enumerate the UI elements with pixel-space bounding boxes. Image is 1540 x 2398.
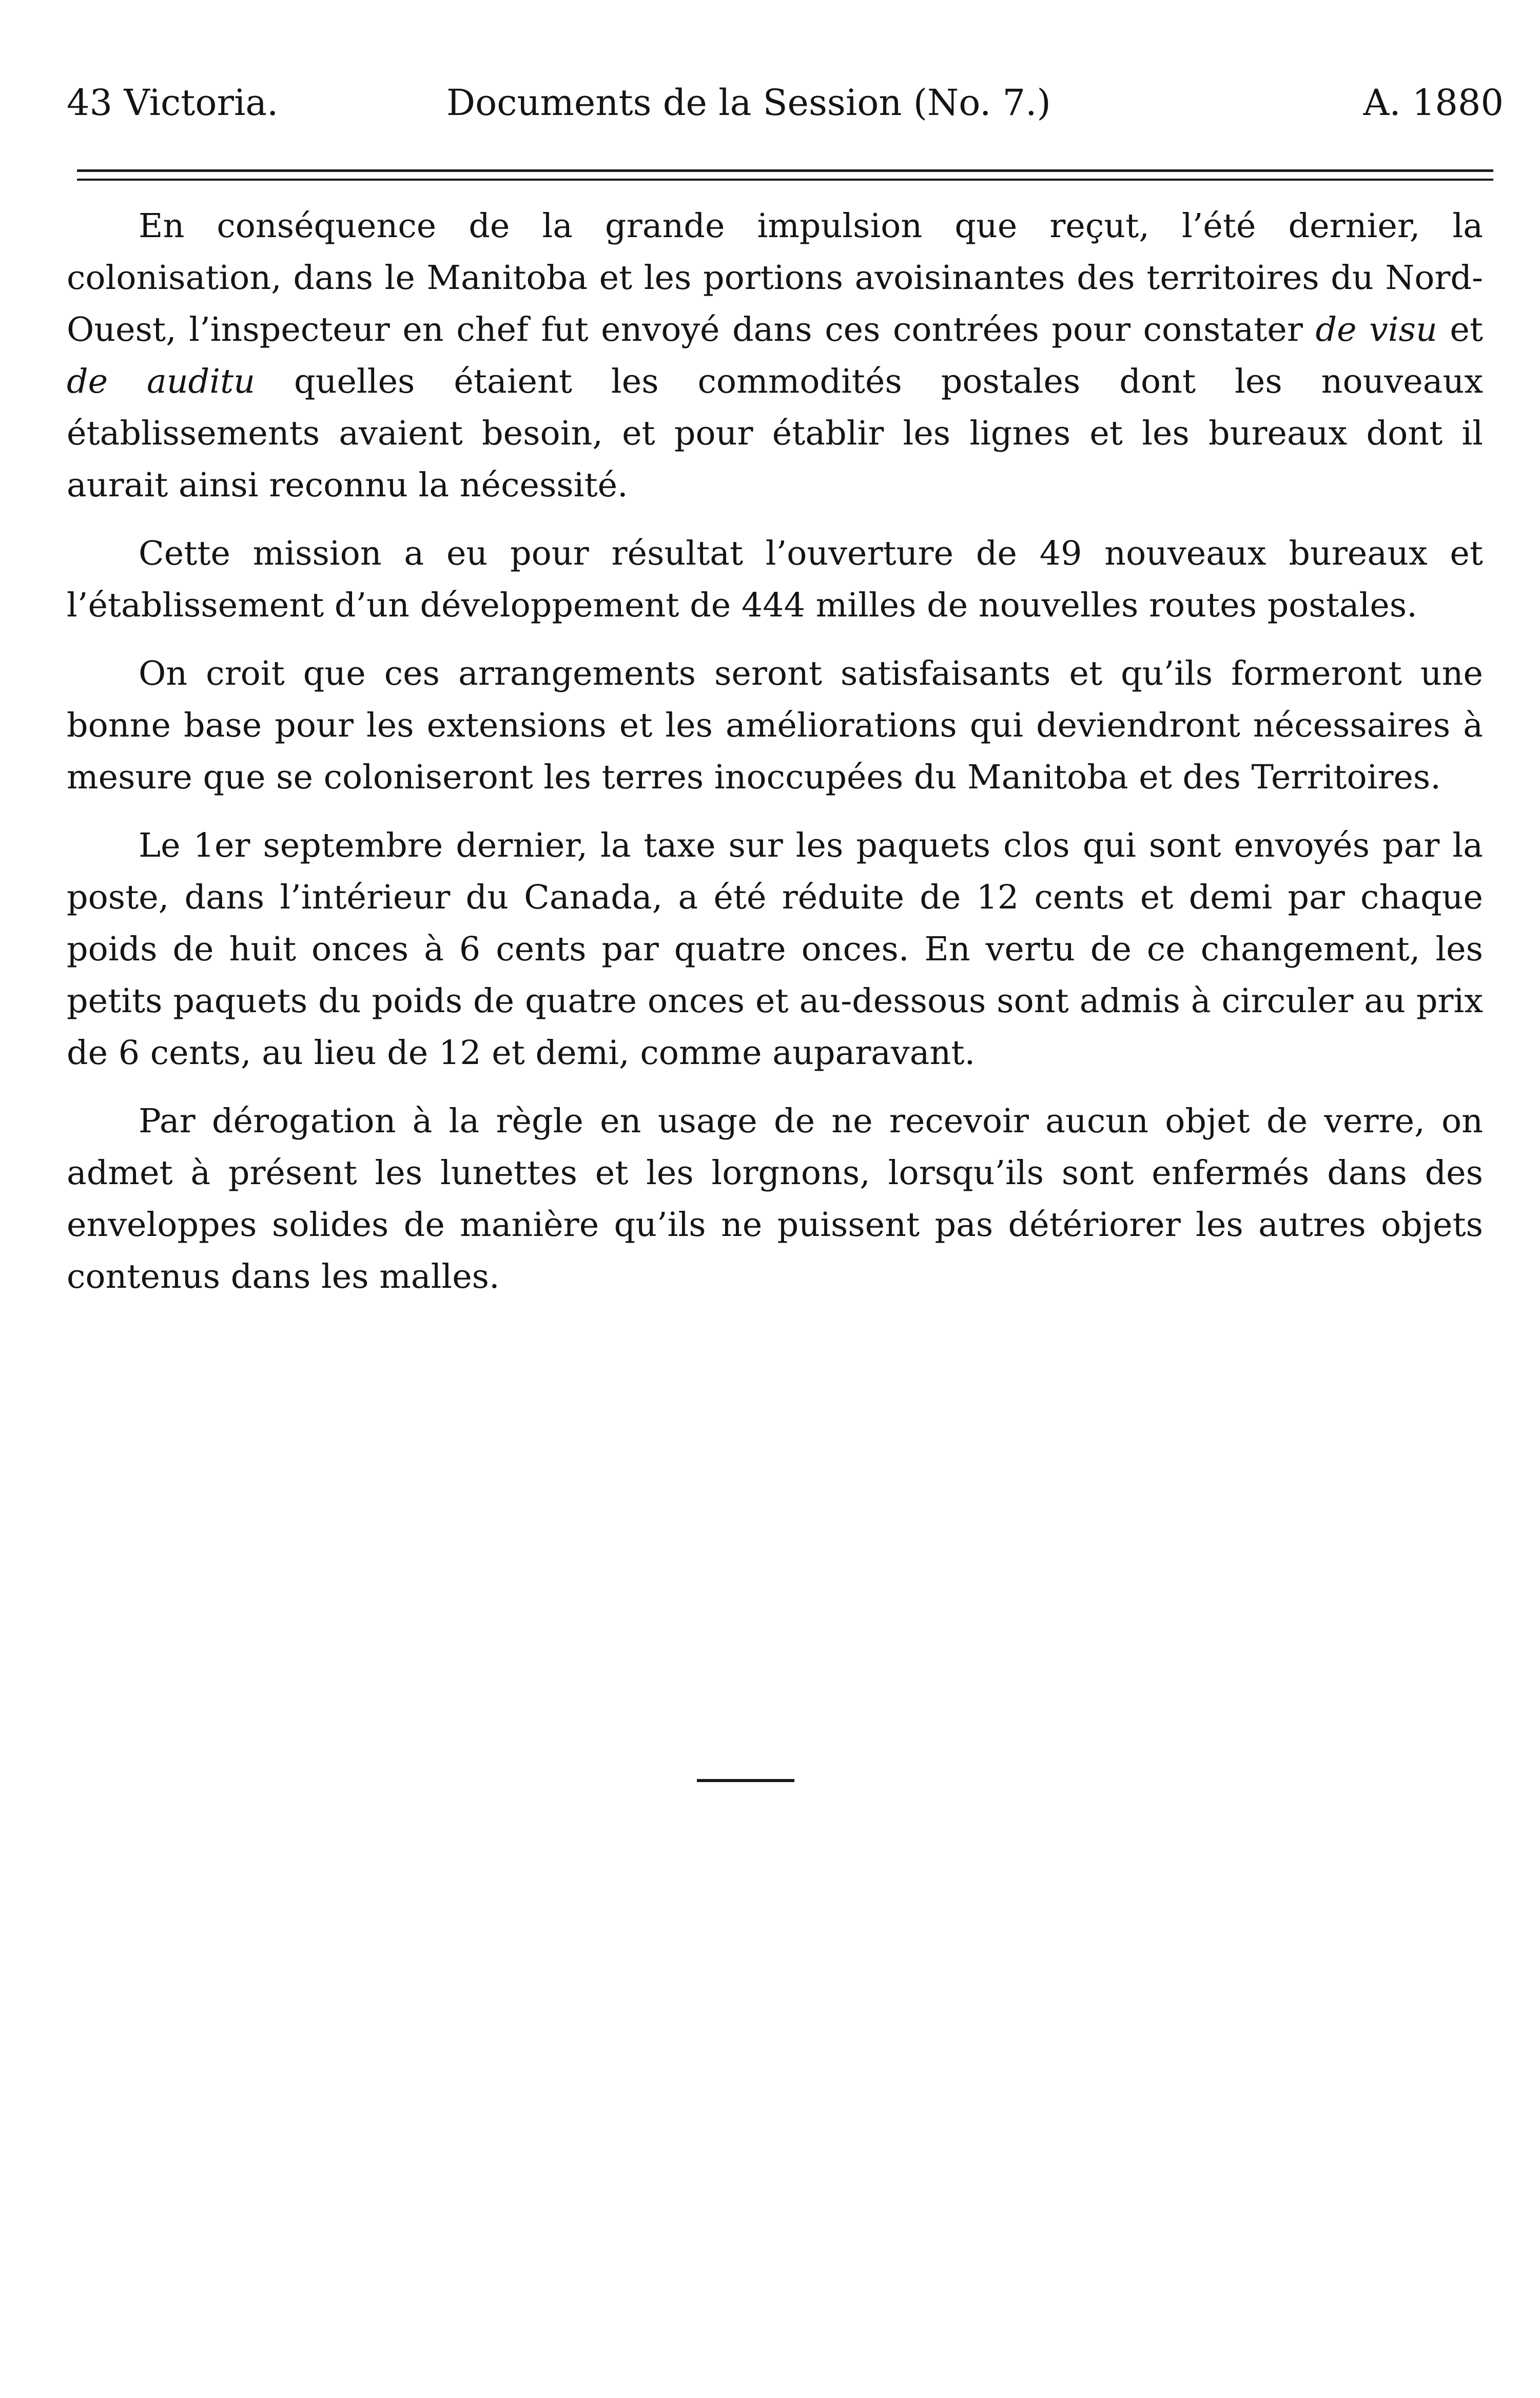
running-header xyxy=(67,77,1504,128)
paragraph-1 xyxy=(67,200,1483,511)
header-volume: 43 Victoria. xyxy=(67,82,279,124)
paragraph-1-part-b: et xyxy=(1437,311,1484,349)
header-title: Documents de la Session (No. 7.) xyxy=(446,82,1051,124)
latin-phrase-de-auditu: de auditu xyxy=(67,362,256,401)
latin-phrase-de-visu: de visu xyxy=(1315,311,1437,349)
header-year: A. 1880 xyxy=(1363,82,1504,124)
paragraph-3: On croit que ces arrangements seront satisfaisants et qu’ils formeront une bonne base pour les extensions et les améliorations qui deviendront nécessaires à mesure que se coloniseront les terres inoccupées du Manitoba et des Territoires. xyxy=(67,654,1483,797)
paragraph-4: Le 1er septembre dernier, la taxe sur les paquets clos qui sont envoyés par la poste, dans l’intérieur du Canada, a été réduite de 12 cents et demi par chaque poids de huit onces à 6 cents par quatre onces. En vertu de ce changement, les petits paquets du poids de quatre onces et au-dessous sont admis à circuler au prix de 6 cents, au lieu de 12 et demi, comme auparavant. xyxy=(67,826,1483,1072)
paragraph-1-part-c: quelles étaient les commodités postales dont les nouveaux établissements avaient besoin, et pour établir les lignes et les bureaux dont il aurait ainsi reconnu la nécessité. xyxy=(67,362,1483,505)
header-rule-thick xyxy=(77,169,1493,172)
header-rule-thin xyxy=(77,179,1493,181)
paragraph-5: Par dérogation à la règle en usage de ne recevoir aucun objet de verre, on admet à présent les lunettes et les lorgnons, lorsqu’ils sont enfermés dans des enveloppes solides de manière qu’ils ne puissent pas détériorer les autres objets contenus dans les malles. xyxy=(67,1102,1483,1296)
section-end-rule xyxy=(697,1779,794,1782)
paragraph-1-part-a: En conséquence de la grande impulsion que reçut, l’été dernier, la colonisation, dans le Manitoba et les portions avoisinantes des territoires du Nord-Ouest, l’inspecteur en chef fut envoyé dans ces contrées pour constater xyxy=(67,207,1483,349)
body-text xyxy=(67,200,1483,1319)
paragraph-2: Cette mission a eu pour résultat l’ouverture de 49 nouveaux bureaux et l’établissement d’un développement de 444 milles de nouvelles routes postales. xyxy=(67,534,1483,625)
